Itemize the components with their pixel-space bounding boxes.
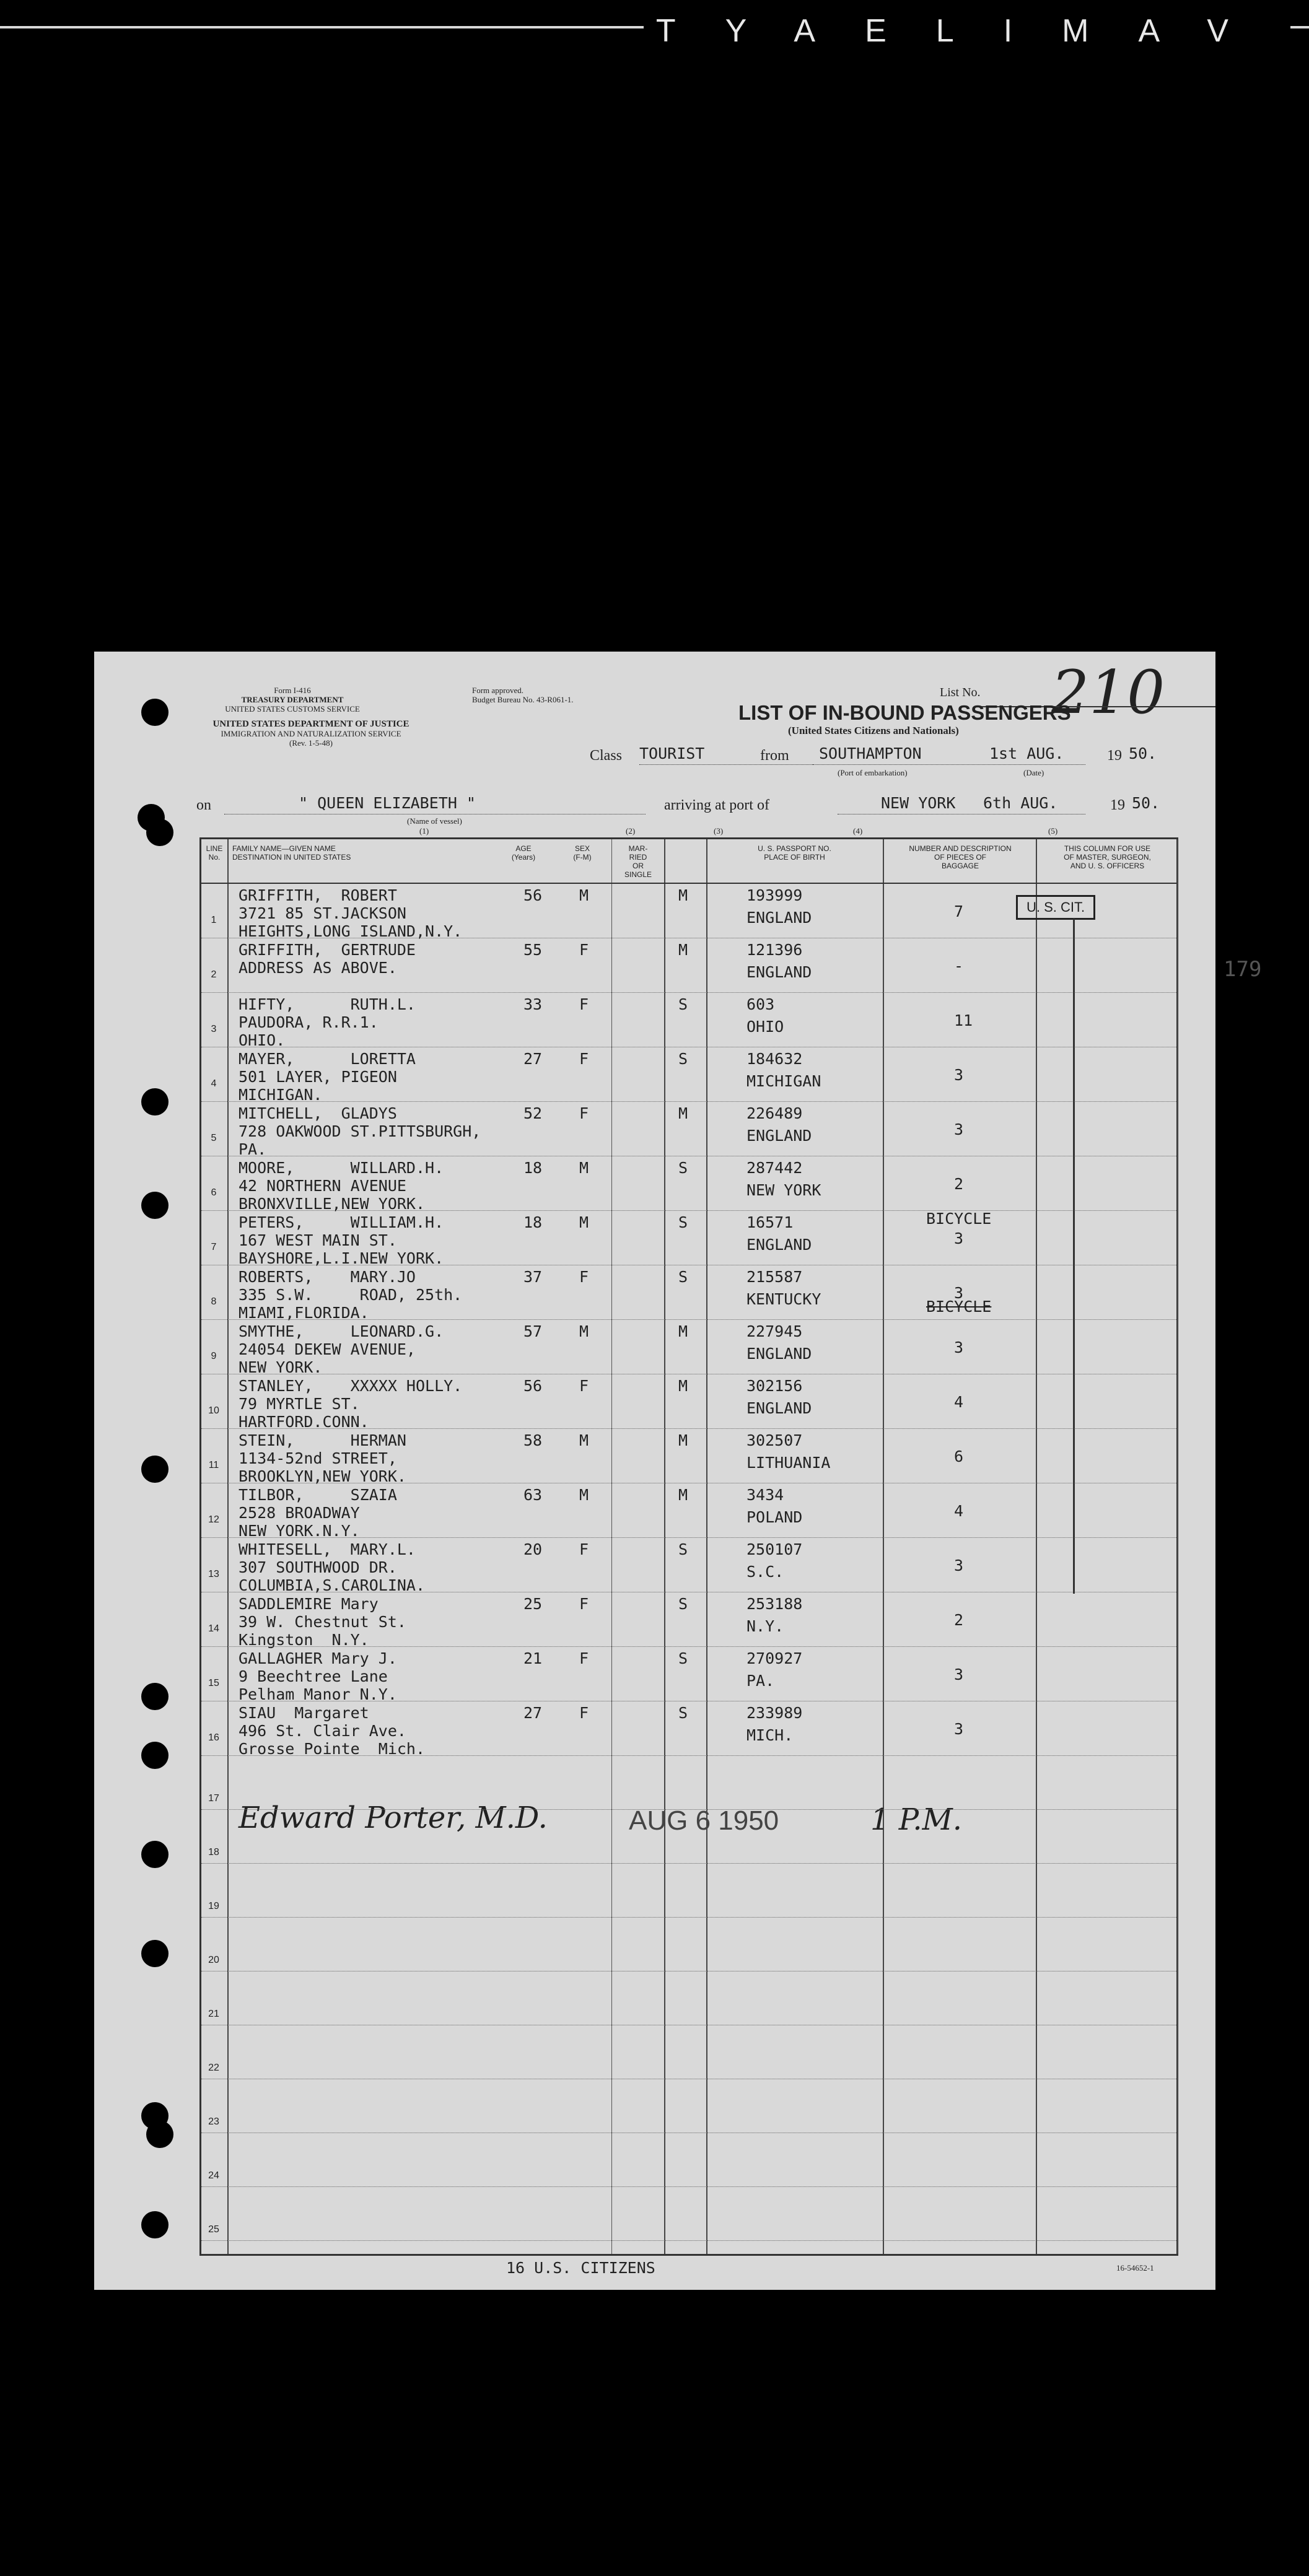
row-line-number: 9 (211, 1351, 217, 1361)
passport-number: 250107 (746, 1540, 803, 1558)
table-row (201, 1211, 1176, 1265)
arriving-label: arriving at port of (664, 797, 769, 813)
from-value: SOUTHAMPTON (819, 744, 922, 762)
hdr-officers: THIS COLUMN FOR USE OF MASTER, SURGEON, AND U. S. OFFICERS (1064, 844, 1151, 870)
table-row (201, 1647, 1176, 1701)
place-of-birth: ENGLAND (746, 1399, 812, 1417)
table-row (201, 993, 1176, 1047)
punch-hole (141, 1742, 169, 1769)
hdr-age: AGE (Years) (511, 844, 536, 862)
passenger-age: 57 (523, 1322, 543, 1340)
on-label: on (196, 797, 211, 813)
passenger-name: GALLAGHER Mary J. (239, 1649, 397, 1667)
table-row (201, 1156, 1176, 1211)
arrival-time: 1 P.M. (870, 1802, 963, 1837)
baggage-count: 2 (954, 1611, 964, 1629)
passenger-age: 27 (523, 1704, 543, 1722)
passenger-destination: 3721 85 ST.JACKSON HEIGHTS,LONG ISLAND,N.Y. (239, 904, 463, 940)
punch-hole (146, 819, 173, 846)
place-of-birth: PA. (746, 1672, 775, 1690)
row-line-number: 13 (208, 1569, 219, 1579)
class-value: TOURIST (639, 744, 705, 762)
passenger-name: TILBOR, SZAIA (239, 1486, 397, 1504)
row-line-number: 2 (211, 969, 217, 980)
passport-number: 193999 (746, 886, 803, 904)
passenger-destination: 42 NORTHERN AVENUE BRONXVILLE,NEW YORK. (239, 1177, 426, 1213)
hdr-married: MAR- RIED OR SINGLE (624, 844, 652, 879)
passenger-name: ROBERTS, MARY.JO (239, 1268, 416, 1286)
passenger-name: GRIFFITH, GERTRUDE (239, 941, 416, 959)
budget-number: Budget Bureau No. 43-R061-1. (472, 695, 574, 704)
baggage-count: 4 (954, 1393, 964, 1411)
passenger-name: STANLEY, XXXXX HOLLY. (239, 1377, 463, 1395)
passenger-sex: F (579, 1104, 589, 1122)
embark-date: 1st AUG. (989, 744, 1064, 762)
page-subtitle: (United States Citizens and Nationals) (788, 725, 959, 736)
passenger-age: 21 (523, 1649, 543, 1667)
row-rule (201, 1809, 1176, 1810)
passenger-destination: 79 MYRTLE ST. HARTFORD.CONN. (239, 1395, 369, 1431)
passenger-age: 33 (523, 995, 543, 1013)
empty-row-number: 17 (208, 1793, 219, 1804)
passenger-destination: PAUDORA, R.R.1. OHIO. (239, 1013, 379, 1049)
passenger-name: STEIN, HERMAN (239, 1431, 406, 1449)
table-row (201, 1047, 1176, 1102)
place-of-birth: S.C. (746, 1563, 784, 1581)
passenger-age: 52 (523, 1104, 543, 1122)
row-line-number: 1 (211, 915, 217, 925)
passenger-name: MAYER, LORETTA (239, 1050, 416, 1068)
place-of-birth: ENGLAND (746, 963, 812, 981)
baggage-count: 7 (954, 902, 964, 920)
place-of-birth: NEW YORK (746, 1181, 821, 1199)
passport-number: 270927 (746, 1649, 803, 1667)
row-line-number: 12 (208, 1514, 219, 1525)
passenger-table (199, 837, 1262, 2256)
passenger-sex: M (579, 1431, 589, 1449)
place-of-birth: MICH. (746, 1726, 794, 1744)
punch-hole (146, 2121, 173, 2148)
passenger-sex: M (579, 1486, 589, 1504)
punch-hole (141, 699, 169, 726)
baggage-count: 3 (954, 1229, 964, 1247)
baggage-count: 3 (954, 1720, 964, 1738)
passenger-name: SMYTHE, LEONARD.G. (239, 1322, 444, 1340)
passenger-sex: M (579, 1322, 589, 1340)
empty-row-number: 24 (208, 2170, 219, 2181)
place-of-birth: ENGLAND (746, 1345, 812, 1363)
baggage-count: 3 (954, 1338, 964, 1356)
row-rule (201, 1863, 1176, 1864)
row-line-number: 10 (208, 1405, 219, 1416)
row-rule (201, 2186, 1176, 2187)
table-row (201, 1592, 1176, 1647)
hdr-passport: U. S. PASSPORT NO. PLACE OF BIRTH (758, 844, 831, 862)
passenger-name: MOORE, WILLARD.H. (239, 1159, 444, 1177)
passenger-marital-status: S (678, 1050, 688, 1068)
hdr-baggage: NUMBER AND DESCRIPTION OF PIECES OF BAGGAGE (909, 844, 1012, 870)
place-of-birth: ENGLAND (746, 909, 812, 927)
hdr-name: FAMILY NAME—GIVEN NAME DESTINATION IN UNITED STATES (232, 844, 351, 862)
empty-row-number: 23 (208, 2116, 219, 2127)
punch-hole (141, 1192, 169, 1219)
passenger-name: WHITESELL, MARY.L. (239, 1540, 416, 1558)
passenger-marital-status: M (678, 941, 688, 959)
passenger-name: HIFTY, RUTH.L. (239, 995, 416, 1013)
footer-code: 16-54652-1 (1116, 2263, 1154, 2273)
passport-number: 603 (746, 995, 775, 1013)
passenger-sex: F (579, 1595, 589, 1613)
passenger-age: 58 (523, 1431, 543, 1449)
passenger-age: 18 (523, 1159, 543, 1177)
form-number: Form I-416 (274, 686, 311, 695)
passenger-sex: F (579, 1377, 589, 1395)
empty-row-number: 20 (208, 1955, 219, 1965)
form-revision: (Rev. 1-5-48) (289, 738, 333, 748)
row-rule (201, 2240, 1176, 2241)
us-cit-stamp: U. S. CIT. (1016, 895, 1095, 920)
passenger-sex: M (579, 886, 589, 904)
passenger-name: MITCHELL, GLADYS (239, 1104, 397, 1122)
col-num-5: (5) (1048, 826, 1058, 836)
passenger-marital-status: S (678, 995, 688, 1013)
port-embark-caption: (Port of embarkation) (838, 768, 908, 777)
passport-number: 253188 (746, 1595, 803, 1613)
row-line-number: 4 (211, 1078, 217, 1089)
passenger-marital-status: S (678, 1159, 688, 1177)
place-of-birth: KENTUCKY (746, 1290, 821, 1308)
punch-hole (141, 1841, 169, 1868)
officer-signature: Edward Porter, M.D. (239, 1801, 548, 1835)
budget-block (472, 686, 574, 704)
passenger-marital-status: M (678, 886, 688, 904)
row-line-number: 16 (208, 1732, 219, 1743)
passenger-sex: F (579, 995, 589, 1013)
passport-number: 184632 (746, 1050, 803, 1068)
col-num-4: (4) (853, 826, 863, 836)
treasury-dept: TREASURY DEPARTMENT (241, 695, 344, 704)
passenger-destination: 167 WEST MAIN ST. BAYSHORE,L.I.NEW YORK. (239, 1231, 444, 1267)
year-prefix-1: 19 (1107, 748, 1122, 764)
passenger-age: 25 (523, 1595, 543, 1613)
col-num-1: (1) (419, 826, 429, 836)
col-num-2: (2) (626, 826, 636, 836)
table-row (201, 1538, 1176, 1592)
list-no-value: 210 (1051, 658, 1165, 727)
passenger-sex: M (579, 1213, 589, 1231)
table-row (201, 1374, 1176, 1429)
place-of-birth: OHIO (746, 1018, 784, 1036)
place-of-birth: MICHIGAN (746, 1072, 821, 1090)
passenger-marital-status: M (678, 1104, 688, 1122)
baggage-count: 11 (954, 1011, 973, 1029)
punch-hole (141, 1456, 169, 1483)
row-rule (201, 1755, 1176, 1756)
justice-dept: UNITED STATES DEPARTMENT OF JUSTICE (212, 719, 409, 729)
place-of-birth: N.Y. (746, 1617, 784, 1635)
table-row (201, 938, 1176, 993)
row-line-number: 5 (211, 1133, 217, 1143)
passenger-marital-status: S (678, 1704, 688, 1722)
passport-number: 16571 (746, 1213, 794, 1231)
table-row (201, 1701, 1176, 1756)
passenger-name: SADDLEMIRE Mary (239, 1595, 379, 1613)
passenger-sex: F (579, 1050, 589, 1068)
passenger-age: 20 (523, 1540, 543, 1558)
table-row (201, 1102, 1176, 1156)
passenger-marital-status: S (678, 1540, 688, 1558)
passenger-marital-status: S (678, 1213, 688, 1231)
passenger-destination: 307 SOUTHWOOD DR. COLUMBIA,S.CAROLINA. (239, 1558, 426, 1594)
passenger-name: SIAU Margaret (239, 1704, 369, 1722)
stamp-number: 179 (1224, 957, 1262, 982)
baggage-count: 3 (954, 1666, 964, 1683)
embark-year: 50. (1129, 744, 1157, 762)
empty-row-number: 22 (208, 2063, 219, 2073)
passport-number: 121396 (746, 941, 803, 959)
date-stamp: AUG 6 1950 (629, 1805, 779, 1836)
passenger-marital-status: S (678, 1649, 688, 1667)
empty-row-number: 18 (208, 1847, 219, 1858)
passenger-sex: F (579, 1540, 589, 1558)
col-divider (1177, 839, 1178, 2254)
form-agency-block (224, 686, 361, 714)
place-of-birth: POLAND (746, 1508, 803, 1526)
table-row (201, 1320, 1176, 1374)
row-rule (201, 1917, 1176, 1918)
passenger-sex: F (579, 1649, 589, 1667)
punch-hole (141, 1940, 169, 1967)
empty-row-number: 19 (208, 1901, 219, 1911)
row-line-number: 7 (211, 1242, 217, 1252)
empty-row-number: 21 (208, 2009, 219, 2019)
baggage-count: 3 (954, 1284, 964, 1302)
year-prefix-2: 19 (1110, 797, 1125, 813)
place-of-birth: ENGLAND (746, 1127, 812, 1145)
class-underline (639, 764, 825, 765)
place-of-birth: LITHUANIA (746, 1454, 831, 1472)
baggage-count: 6 (954, 1447, 964, 1465)
passenger-destination: ADDRESS AS ABOVE. (239, 959, 397, 977)
passenger-destination: 1134-52nd STREET, BROOKLYN,NEW YORK. (239, 1449, 406, 1485)
hdr-line-no: LINE No. (206, 844, 223, 862)
row-line-number: 8 (211, 1296, 217, 1307)
passenger-destination: 501 LAYER, PIGEON MICHIGAN. (239, 1068, 397, 1104)
baggage-count: 3 (954, 1557, 964, 1574)
row-line-number: 15 (208, 1678, 219, 1688)
arrival-year: 50. (1132, 794, 1160, 812)
baggage-note: BICYCLE (926, 1298, 992, 1316)
passenger-sex: F (579, 1268, 589, 1286)
film-strip (0, 0, 1309, 56)
class-label: Class (590, 748, 623, 764)
arrival-port: NEW YORK (881, 794, 956, 812)
passenger-age: 63 (523, 1486, 543, 1504)
passenger-marital-status: M (678, 1431, 688, 1449)
passport-number: 226489 (746, 1104, 803, 1122)
baggage-count: 4 (954, 1502, 964, 1520)
passport-number: 233989 (746, 1704, 803, 1722)
table-row (201, 1265, 1176, 1320)
film-strip-text: TYAELIMAV (644, 12, 1290, 50)
ins-service: IMMIGRATION AND NATURALIZATION SERVICE (221, 729, 401, 738)
from-underline (813, 764, 1085, 765)
passport-number: 302507 (746, 1431, 803, 1449)
passenger-destination: 2528 BROADWAY NEW YORK.N.Y. (239, 1504, 360, 1540)
col-num-3: (3) (714, 826, 724, 836)
vessel-caption: (Name of vessel) (407, 816, 462, 826)
passenger-marital-status: S (678, 1595, 688, 1613)
passenger-age: 37 (523, 1268, 543, 1286)
passenger-destination: 24054 DEKEW AVENUE, NEW YORK. (239, 1340, 416, 1376)
passenger-age: 56 (523, 886, 543, 904)
passenger-marital-status: M (678, 1322, 688, 1340)
footer-total: 16 U.S. CITIZENS (506, 2259, 655, 2277)
baggage-note: BICYCLE (926, 1210, 992, 1228)
empty-row-number: 25 (208, 2224, 219, 2235)
passport-number: 227945 (746, 1322, 803, 1340)
row-line-number: 14 (208, 1623, 219, 1634)
hdr-sex: SEX (F-M) (573, 844, 592, 862)
passenger-age: 27 (523, 1050, 543, 1068)
passenger-sex: M (579, 1159, 589, 1177)
passenger-destination: 39 W. Chestnut St. Kingston N.Y. (239, 1613, 406, 1649)
table-row (201, 1429, 1176, 1483)
row-line-number: 11 (208, 1460, 219, 1470)
list-no-label: List No. (940, 686, 981, 699)
passenger-marital-status: S (678, 1268, 688, 1286)
page-title: LIST OF IN-BOUND PASSENGERS (738, 701, 1071, 724)
customs-service: UNITED STATES CUSTOMS SERVICE (225, 704, 360, 714)
passenger-list-page (94, 652, 1262, 2290)
passport-number: 287442 (746, 1159, 803, 1177)
passport-number: 3434 (746, 1486, 784, 1504)
baggage-count: 3 (954, 1066, 964, 1084)
passenger-destination: 9 Beechtree Lane Pelham Manor N.Y. (239, 1667, 397, 1703)
from-label: from (760, 748, 789, 764)
passenger-marital-status: M (678, 1377, 688, 1395)
passport-number: 302156 (746, 1377, 803, 1395)
passenger-name: PETERS, WILLIAM.H. (239, 1213, 444, 1231)
passenger-age: 56 (523, 1377, 543, 1395)
passenger-sex: F (579, 1704, 589, 1722)
baggage-count: 3 (954, 1120, 964, 1138)
row-line-number: 6 (211, 1187, 217, 1198)
punch-hole (141, 1683, 169, 1710)
punch-hole (141, 1088, 169, 1116)
justice-block (193, 720, 429, 748)
table-row (201, 1483, 1176, 1538)
vessel-name: " QUEEN ELIZABETH " (299, 794, 476, 812)
passenger-destination: 496 St. Clair Ave. Grosse Pointe Mich. (239, 1722, 426, 1758)
form-approved: Form approved. (472, 686, 524, 695)
arrival-date: 6th AUG. (983, 794, 1058, 812)
date-caption: (Date) (1023, 768, 1044, 777)
place-of-birth: ENGLAND (746, 1236, 812, 1254)
baggage-count: - (954, 957, 964, 975)
row-line-number: 3 (211, 1024, 217, 1034)
passenger-destination: 335 S.W. ROAD, 25th. MIAMI,FLORIDA. (239, 1286, 463, 1322)
passenger-destination: 728 OAKWOOD ST.PITTSBURGH, PA. (239, 1122, 481, 1158)
passenger-age: 55 (523, 941, 543, 959)
passenger-age: 18 (523, 1213, 543, 1231)
punch-hole (141, 2211, 169, 2238)
passport-number: 215587 (746, 1268, 803, 1286)
passenger-name: GRIFFITH, ROBERT (239, 886, 397, 904)
us-cit-bracket (1073, 919, 1075, 1594)
passenger-sex: F (579, 941, 589, 959)
baggage-count: 2 (954, 1175, 964, 1193)
passenger-marital-status: M (678, 1486, 688, 1504)
